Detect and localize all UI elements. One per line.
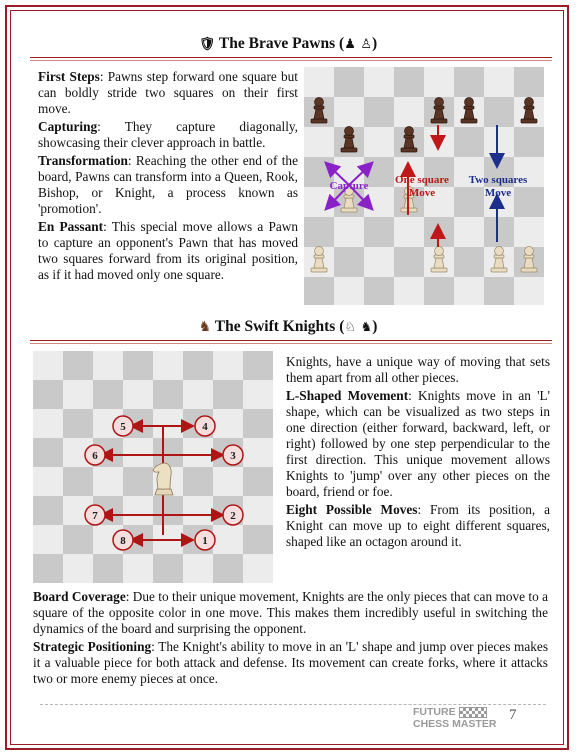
capture-label: Capture <box>329 180 369 192</box>
board-square <box>123 554 153 583</box>
title-rule <box>30 340 552 341</box>
pawn-paragraph <box>38 219 298 283</box>
pawn-glyphs: ♟ ♙ <box>344 37 373 52</box>
board-square <box>304 67 334 97</box>
board-square <box>33 525 63 554</box>
board-square <box>394 277 424 305</box>
move-number: 6 <box>92 450 98 462</box>
knight-board <box>33 351 273 583</box>
board-square <box>33 438 63 467</box>
board-square <box>514 187 544 217</box>
board-square <box>454 247 484 277</box>
board-square <box>183 380 213 409</box>
board-square <box>33 467 63 496</box>
para-text: : From its position, a Knight can move up to eight different squares, shaped like an octagon around it. <box>286 502 550 549</box>
para-label: Capturing <box>38 119 98 134</box>
board-square <box>243 351 273 380</box>
board-square <box>334 67 364 97</box>
move-marker <box>223 505 243 525</box>
move-marker <box>195 530 215 550</box>
board-square <box>243 467 273 496</box>
para-text: : This special move allows a Pawn to capture an opponent's Pawn that has moved two squares forward from its original position, as if it had moved only one square. <box>38 219 298 282</box>
pawn-paragraph <box>38 69 298 117</box>
board-square <box>153 409 183 438</box>
title-rule <box>30 57 552 58</box>
move-marker <box>195 416 215 436</box>
para-label: Transformation <box>38 153 128 168</box>
board-square <box>424 67 454 97</box>
board-square <box>63 554 93 583</box>
board-square <box>213 409 243 438</box>
board-square <box>153 351 183 380</box>
board-square <box>364 187 394 217</box>
board-square <box>123 496 153 525</box>
board-square <box>484 217 514 247</box>
board-square <box>364 217 394 247</box>
move-marker <box>113 416 133 436</box>
title-rule-thin <box>30 343 552 344</box>
board-square <box>424 277 454 305</box>
move-number: 2 <box>230 510 236 522</box>
knight-text-full <box>33 589 548 689</box>
board-square <box>183 438 213 467</box>
move-marker <box>85 445 105 465</box>
board-square <box>334 247 364 277</box>
move-number: 1 <box>202 535 208 547</box>
para-label: Eight Possible Moves <box>286 502 418 517</box>
board-square <box>123 467 153 496</box>
board-square <box>243 438 273 467</box>
board-square <box>93 554 123 583</box>
board-square <box>394 67 424 97</box>
two-squares-move-label: Move <box>484 187 512 199</box>
board-square <box>213 467 243 496</box>
board-square <box>484 127 514 157</box>
board-square <box>304 217 334 247</box>
board-square <box>243 380 273 409</box>
para-text: : Reaching the other end of the board, Pawns can transform into a Queen, Rook, Bishop, or Knight, a process known as 'promotion'. <box>38 153 298 216</box>
board-square <box>153 380 183 409</box>
two-squares-label: Two squares <box>468 174 528 186</box>
knight-paragraph <box>33 589 548 637</box>
board-square <box>364 127 394 157</box>
board-square <box>304 127 334 157</box>
para-text: : They capture diagonally, showcasing their clever approach in battle. <box>38 119 298 150</box>
knight-text-block <box>286 354 550 552</box>
board-square <box>243 554 273 583</box>
board-square <box>213 525 243 554</box>
board-square <box>364 277 394 305</box>
board-square <box>484 277 514 305</box>
board-square <box>183 467 213 496</box>
one-square-move-label: Move <box>408 187 436 199</box>
board-square <box>334 217 364 247</box>
move-number: 8 <box>120 535 126 547</box>
logo-line1: FUTURE <box>413 706 456 718</box>
board-square <box>484 67 514 97</box>
checker-icon <box>459 707 487 718</box>
board-square <box>454 217 484 247</box>
move-marker <box>113 530 133 550</box>
section-title-text: The Swift Knights <box>214 318 336 335</box>
board-square <box>514 217 544 247</box>
board-square <box>33 496 63 525</box>
section-title-pawns: 🛡 The Brave Pawns (♟ ♙) <box>198 35 378 52</box>
pawn-paragraph <box>38 153 298 217</box>
board-square <box>243 409 273 438</box>
board-square <box>454 127 484 157</box>
knight-paragraph <box>286 502 550 550</box>
board-square <box>213 351 243 380</box>
board-square <box>63 351 93 380</box>
footer-rule <box>40 704 546 705</box>
para-label: First Steps <box>38 69 100 84</box>
para-text: : Due to their unique movement, Knights are the only pieces that can move to a square of the opposite color in one move. This makes them incredibly useful in switching the dynamics of the board and surprising the opponent. <box>33 589 548 636</box>
knight-diagram <box>33 351 273 583</box>
page-number: 7 <box>509 707 517 723</box>
board-square <box>364 97 394 127</box>
board-square <box>63 409 93 438</box>
board-square <box>364 157 394 187</box>
knight-glyphs: ♘ ♞ <box>344 320 373 335</box>
board-square <box>454 67 484 97</box>
title-rule-thin <box>30 60 552 61</box>
board-square <box>93 351 123 380</box>
pawn-text-block <box>38 69 298 285</box>
board-square <box>364 67 394 97</box>
one-square-label: One square <box>395 174 449 186</box>
board-square <box>334 277 364 305</box>
board-square <box>364 247 394 277</box>
board-square <box>213 554 243 583</box>
board-square <box>243 496 273 525</box>
board-square <box>33 554 63 583</box>
move-number: 5 <box>120 421 126 433</box>
board-square <box>183 496 213 525</box>
pawn-paragraph <box>38 119 298 151</box>
board-square <box>93 467 123 496</box>
brand-logo <box>413 706 496 730</box>
board-square <box>33 351 63 380</box>
move-number: 7 <box>92 510 98 522</box>
section-title-text: The Brave Pawns <box>218 35 336 52</box>
board-square <box>63 380 93 409</box>
knight-paragraph <box>33 639 548 687</box>
shield-icon: 🛡 <box>198 37 216 52</box>
board-square <box>153 496 183 525</box>
board-square <box>183 554 213 583</box>
section-title-knights: ♞ The Swift Knights (♘ ♞) <box>198 318 378 335</box>
board-square <box>63 467 93 496</box>
board-square <box>304 277 334 305</box>
board-square <box>33 409 63 438</box>
board-square <box>213 380 243 409</box>
board-square <box>514 277 544 305</box>
board-square <box>33 380 63 409</box>
board-square <box>334 97 364 127</box>
para-label: Strategic Positioning <box>33 639 152 654</box>
board-square <box>484 97 514 127</box>
para-text: : Pawns step forward one square but can boldly stride two squares on their first move. <box>38 69 298 116</box>
board-square <box>454 277 484 305</box>
board-square <box>63 525 93 554</box>
pawn-diagram <box>304 67 544 305</box>
board-square <box>153 554 183 583</box>
board-square <box>454 187 484 217</box>
board-square <box>514 67 544 97</box>
logo-line2: CHESS MASTER <box>413 718 497 730</box>
board-square <box>153 438 183 467</box>
board-square <box>123 438 153 467</box>
board-square <box>394 247 424 277</box>
para-label: L-Shaped Movement <box>286 388 409 403</box>
knight-intro: Knights, have a unique way of moving that sets them apart from all other pieces. <box>286 354 550 385</box>
move-marker <box>85 505 105 525</box>
move-number: 4 <box>202 421 208 433</box>
para-text: : The Knight's ability to move in an 'L' shape and jump over pieces makes it a valuable piece for both attack and defense. Its movement can create forks, where it attacks two or more enemy pieces at once. <box>33 639 548 686</box>
board-square <box>394 217 424 247</box>
board-square <box>514 127 544 157</box>
board-square <box>243 525 273 554</box>
para-text: : Knights move in an 'L' shape, which can be visualized as two steps in one direction (either forward, backward, left, or right) followed by one step perpendicular to the first direction. This unique movement allows Knights to 'jump' over any other pieces on the board, friend or foe. <box>286 388 550 499</box>
board-square <box>123 380 153 409</box>
knight-icon: ♞ <box>198 319 212 335</box>
board-square <box>93 380 123 409</box>
para-label: Board Coverage <box>33 589 126 604</box>
board-square <box>394 97 424 127</box>
board-square <box>123 351 153 380</box>
knight-paragraph <box>286 388 550 500</box>
move-marker <box>223 445 243 465</box>
move-number: 3 <box>230 450 236 462</box>
para-label: En Passant <box>38 219 104 234</box>
board-square <box>183 351 213 380</box>
